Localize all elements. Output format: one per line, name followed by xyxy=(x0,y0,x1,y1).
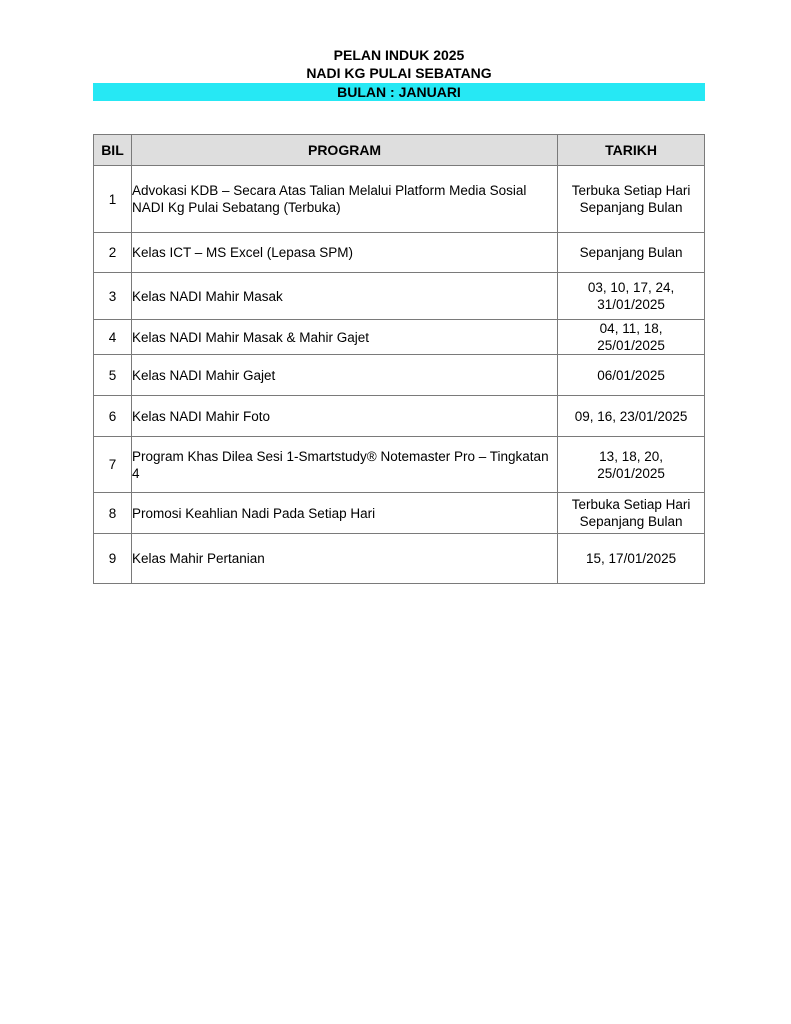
table-row xyxy=(94,320,705,355)
program-name: Program Khas Dilea Sesi 1-Smartstudy® Notemaster Pro – Tingkatan 4 xyxy=(131,437,557,493)
table-row xyxy=(94,396,705,437)
date-line: 03, 10, 17, 24, xyxy=(587,280,675,295)
program-name: Kelas NADI Mahir Foto xyxy=(131,396,557,437)
program-name: Kelas Mahir Pertanian xyxy=(131,534,557,584)
program-name: Kelas NADI Mahir Masak & Mahir Gajet xyxy=(131,320,557,355)
row-number: 3 xyxy=(94,273,132,320)
date-line: 04, 11, 18, xyxy=(599,321,663,336)
program-date xyxy=(558,320,705,355)
row-number: 6 xyxy=(94,396,132,437)
program-name: Promosi Keahlian Nadi Pada Setiap Hari xyxy=(131,493,557,534)
table-row xyxy=(94,437,705,493)
row-number: 4 xyxy=(94,320,132,355)
program-date xyxy=(558,437,705,493)
schedule-table xyxy=(93,134,705,584)
program-name: Kelas ICT – MS Excel (Lepasa SPM) xyxy=(131,233,557,273)
date-line: Sepanjang Bulan xyxy=(579,245,683,260)
date-line: Terbuka Setiap Hari xyxy=(571,497,691,512)
date-line: 15, 17/01/2025 xyxy=(586,551,677,566)
date-line: 31/01/2025 xyxy=(597,297,665,312)
table-row xyxy=(94,493,705,534)
program-name: Advokasi KDB – Secara Atas Talian Melalui Platform Media Sosial NADI Kg Pulai Sebatang (Terbuka) xyxy=(131,166,557,233)
row-number: 9 xyxy=(94,534,132,584)
program-date xyxy=(558,273,705,320)
program-date xyxy=(558,534,705,584)
document-title: PELAN INDUK 2025 xyxy=(333,47,465,63)
document-header xyxy=(93,47,705,101)
column-header-program: PROGRAM xyxy=(131,135,557,166)
document-subtitle: NADI KG PULAI SEBATANG xyxy=(306,65,492,81)
table-row xyxy=(94,166,705,233)
date-line: 25/01/2025 xyxy=(597,338,665,353)
table-header-row xyxy=(94,135,705,166)
date-line: Sepanjang Bulan xyxy=(579,514,683,529)
column-header-tarikh: TARIKH xyxy=(558,135,705,166)
date-line: 13, 18, 20, xyxy=(599,448,663,464)
program-date xyxy=(558,396,705,437)
row-number: 2 xyxy=(94,233,132,273)
column-header-bil: BIL xyxy=(94,135,132,166)
table-row xyxy=(94,355,705,396)
row-number: 7 xyxy=(94,437,132,493)
program-date xyxy=(558,493,705,534)
month-banner: BULAN : JANUARI xyxy=(93,83,705,101)
table-row xyxy=(94,534,705,584)
program-date xyxy=(558,355,705,396)
program-date xyxy=(558,233,705,273)
program-name: Kelas NADI Mahir Masak xyxy=(131,273,557,320)
row-number: 5 xyxy=(94,355,132,396)
table-row xyxy=(94,273,705,320)
program-date xyxy=(558,166,705,233)
date-line: 09, 16, 23/01/2025 xyxy=(574,408,688,424)
row-number: 1 xyxy=(94,166,132,233)
row-number: 8 xyxy=(94,493,132,534)
table-row xyxy=(94,233,705,273)
date-line: 25/01/2025 xyxy=(597,465,665,481)
program-name: Kelas NADI Mahir Gajet xyxy=(131,355,557,396)
date-line: Sepanjang Bulan xyxy=(579,200,683,215)
date-line: 06/01/2025 xyxy=(597,367,665,383)
date-line: Terbuka Setiap Hari xyxy=(571,183,691,198)
